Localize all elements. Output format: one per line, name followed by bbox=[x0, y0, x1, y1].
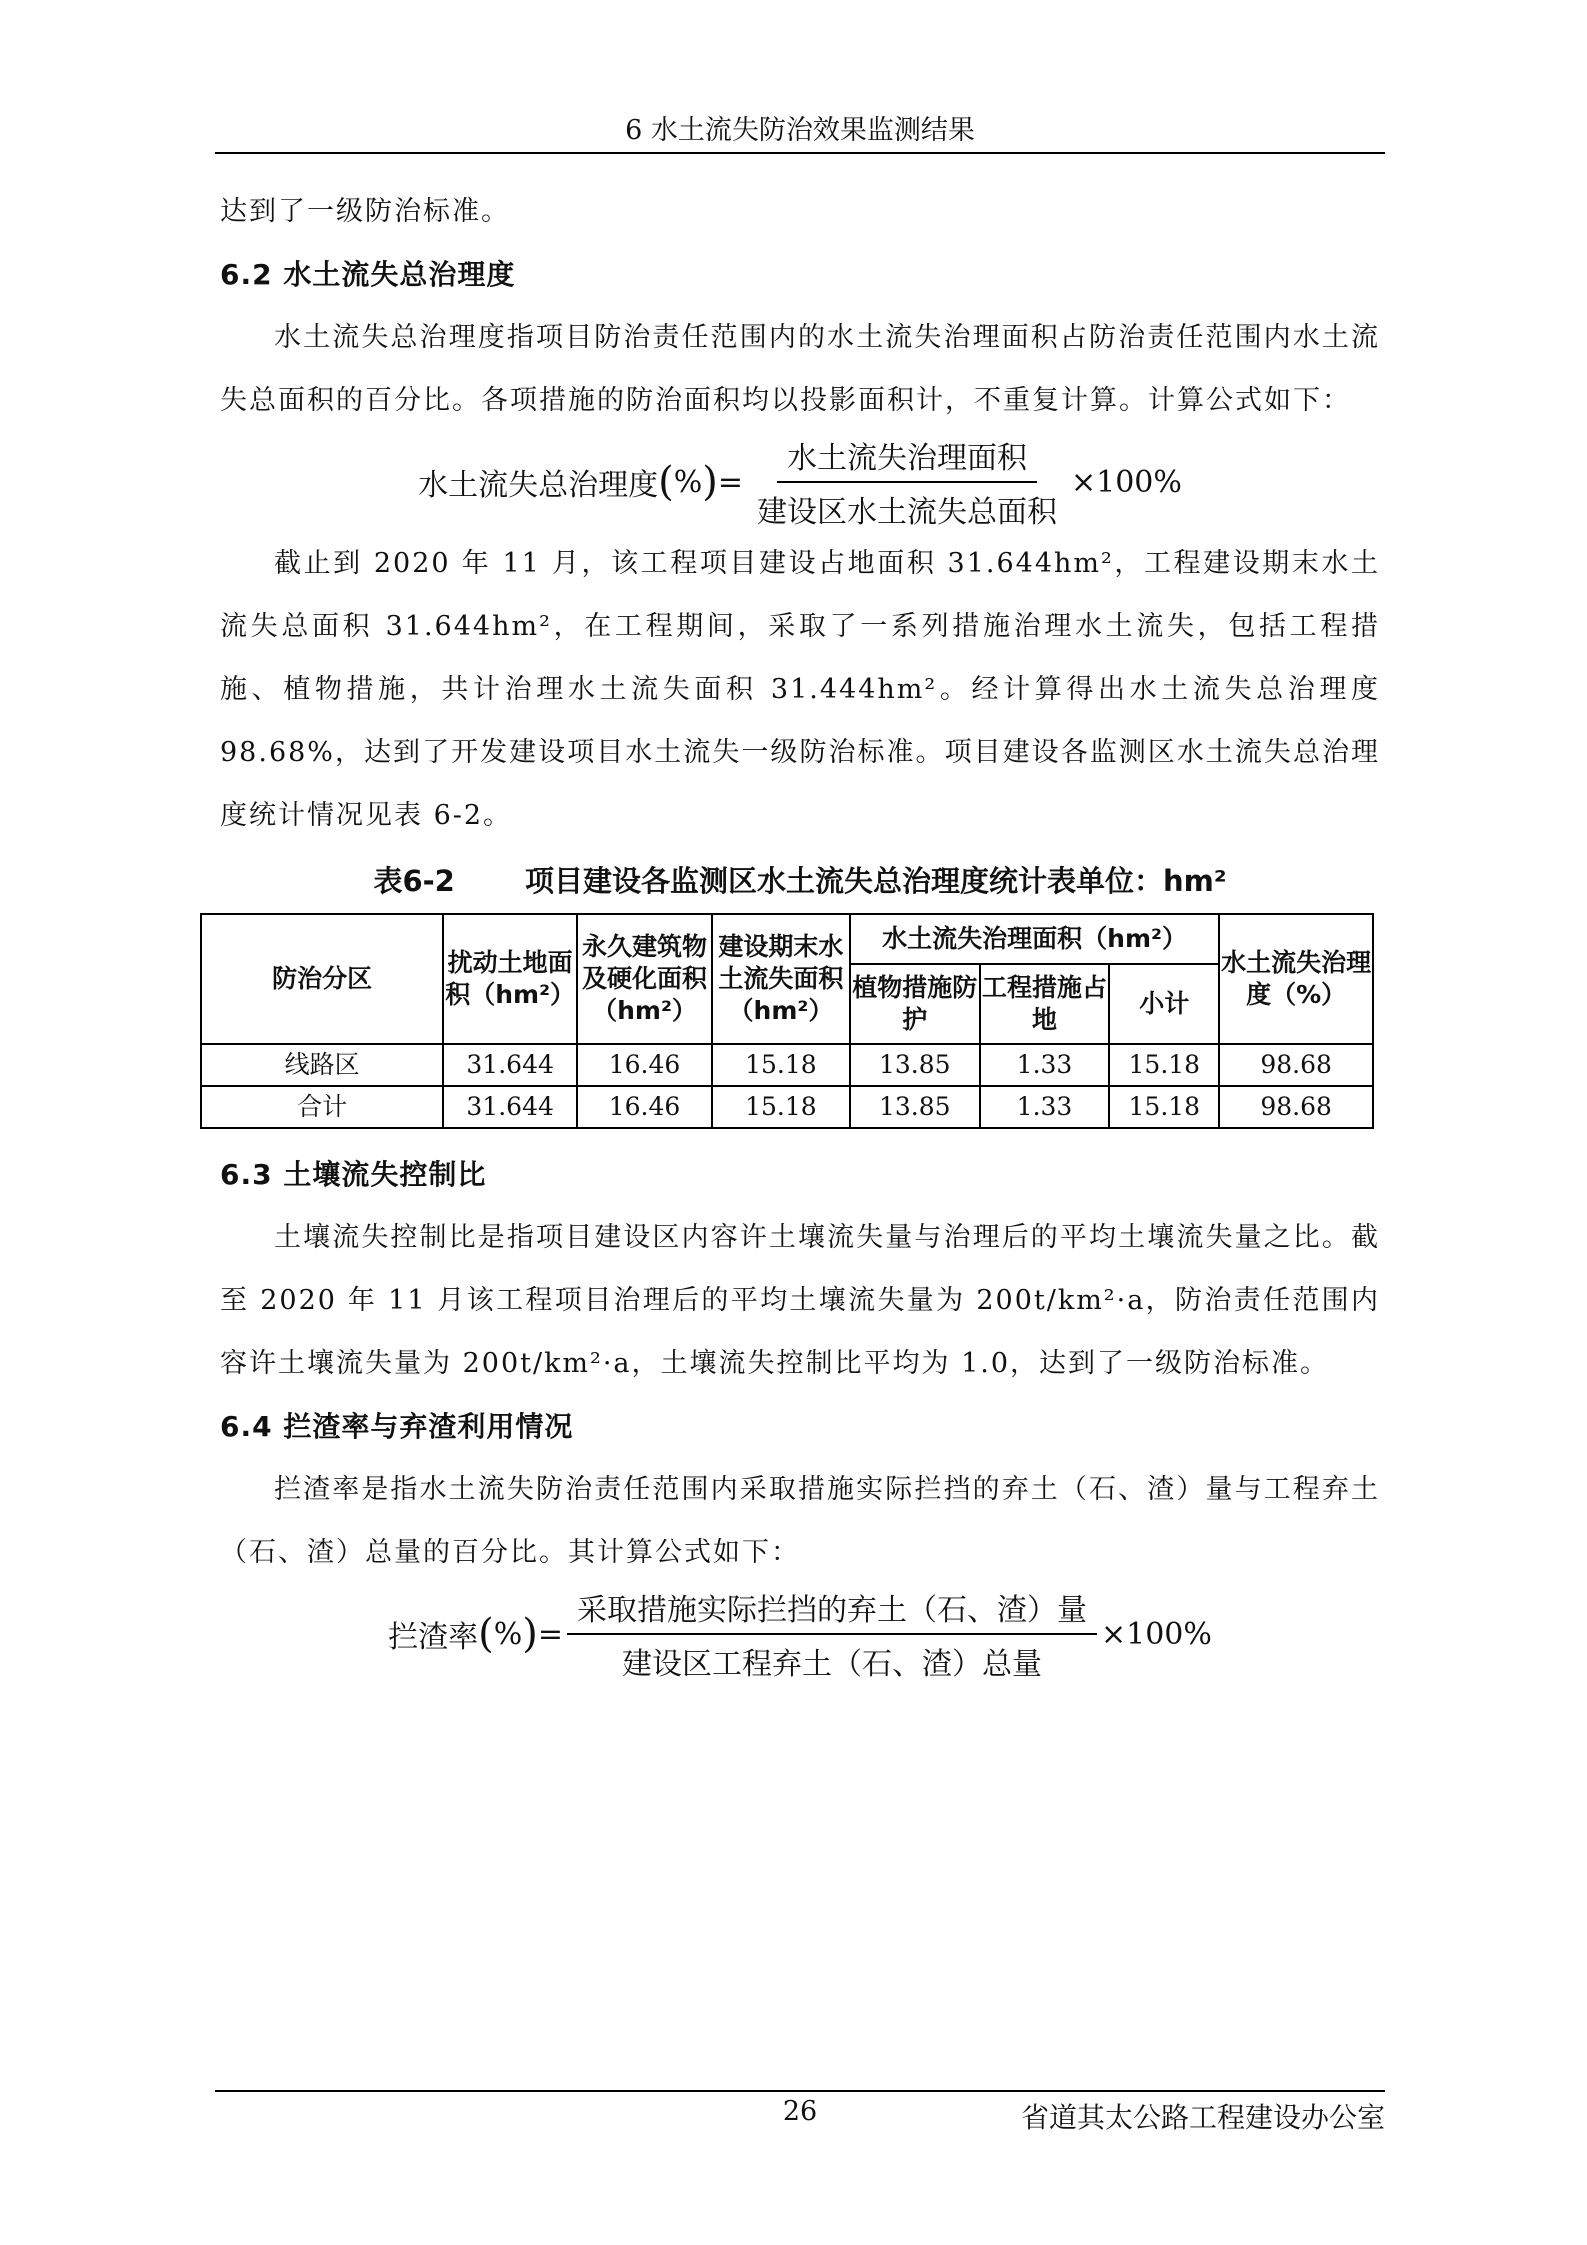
table-title: 项目建设各监测区水土流失总治理度统计表单位：hm² bbox=[524, 864, 1227, 898]
formula-lhs: 拦渣率 bbox=[388, 1620, 479, 1655]
col-rate: 水土流失治理度（%） bbox=[1219, 914, 1373, 1044]
header-title: 6 水土流失防治效果监测结果 bbox=[625, 115, 975, 146]
formula-equals: = bbox=[717, 464, 743, 500]
table-cell: 15.18 bbox=[1109, 1044, 1219, 1086]
page-content bbox=[220, 180, 1380, 1684]
formula-multiplier: ×100% bbox=[1100, 1616, 1212, 1652]
table-cell: 31.644 bbox=[443, 1086, 577, 1128]
col-end-area: 建设期末水土流失面积（hm²） bbox=[712, 914, 850, 1044]
formula-lhs: 水土流失总治理度 bbox=[418, 468, 659, 503]
table-cell: 98.68 bbox=[1219, 1086, 1373, 1128]
table-cell: 15.18 bbox=[1109, 1086, 1219, 1128]
table-cell: 1.33 bbox=[980, 1044, 1110, 1086]
table-cell: 31.644 bbox=[443, 1044, 577, 1086]
formula-paren: ( bbox=[658, 459, 674, 505]
treatment-table bbox=[200, 913, 1374, 1129]
formula-denominator: 建设区工程弃土（石、渣）总量 bbox=[621, 1647, 1042, 1682]
formula-denominator: 建设区水土流失总面积 bbox=[756, 495, 1057, 530]
table-cell: 合计 bbox=[201, 1086, 443, 1128]
col-group-treatment: 水土流失治理面积（hm²） bbox=[850, 914, 1219, 964]
col-subtotal: 小计 bbox=[1109, 964, 1219, 1044]
paragraph: 截止到 2020 年 11 月，该工程项目建设占地面积 31.644hm²，工程建设期末水土流失总面积 31.644hm²，在工程期间，采取了一系列措施治理水土流失，包括工程措施、植物措施，共计治理水土流失面积 31.444hm²。经计算得出水土流失总治理度 98.68%，达到了开发建设项目水土流失一级防治标准。项目建设各监测区水土流失总治理度统计情况见表 6-2。 bbox=[220, 548, 1380, 831]
paragraph: 土壤流失控制比是指项目建设区内容许土壤流失量与治理后的平均土壤流失量之比。截至 2020 年 11 月该工程项目治理后的平均土壤流失量为 200t/km²·a，防治责任范围内容许土壤流失量为 200t/km²·a，土壤流失控制比平均为 1.0，达到了一级防治标准。 bbox=[220, 1222, 1380, 1379]
formula-fraction bbox=[747, 433, 1067, 531]
formula-multiplier: ×100% bbox=[1070, 464, 1182, 500]
page-footer bbox=[215, 2090, 1385, 2134]
col-disturb: 扰动土地面积（hm²） bbox=[443, 914, 577, 1044]
formula-total-treatment bbox=[220, 432, 1380, 532]
formula-numerator: 水土流失治理面积 bbox=[777, 433, 1037, 483]
table-cell: 13.85 bbox=[850, 1086, 980, 1128]
formula-paren: ) bbox=[522, 1611, 538, 1657]
page-number: 26 bbox=[782, 2096, 818, 2127]
footer-organization: 省道其太公路工程建设办公室 bbox=[1020, 2101, 1385, 2134]
paragraph: 拦渣率是指水土流失防治责任范围内采取措施实际拦挡的弃土（石、渣）量与工程弃土（石、渣）总量的百分比。其计算公式如下： bbox=[220, 1474, 1380, 1568]
table-cell: 15.18 bbox=[712, 1044, 850, 1086]
table-cell: 1.33 bbox=[980, 1086, 1110, 1128]
table-cell: 16.46 bbox=[577, 1086, 712, 1128]
table-row bbox=[201, 1086, 1373, 1128]
formula-slag-rate bbox=[220, 1584, 1380, 1684]
formula-equals: = bbox=[537, 1616, 563, 1652]
paragraph: 达到了一级防治标准。 bbox=[220, 196, 510, 227]
col-permanent: 永久建筑物及硬化面积（hm²） bbox=[577, 914, 712, 1044]
table-id: 表6-2 bbox=[373, 864, 455, 898]
table-cell: 线路区 bbox=[201, 1044, 443, 1086]
col-zone: 防治分区 bbox=[201, 914, 443, 1044]
table-cell: 98.68 bbox=[1219, 1044, 1373, 1086]
page-header bbox=[215, 110, 1385, 154]
formula-fraction bbox=[567, 1585, 1097, 1683]
table-cell: 13.85 bbox=[850, 1044, 980, 1086]
table-cell: 15.18 bbox=[712, 1086, 850, 1128]
table-row bbox=[201, 1044, 1373, 1086]
formula-paren: ( bbox=[478, 1611, 494, 1657]
paragraph: 水土流失总治理度指项目防治责任范围内的水土流失治理面积占防治责任范围内水土流失总面积的百分比。各项措施的防治面积均以投影面积计，不重复计算。计算公式如下： bbox=[220, 322, 1380, 416]
formula-numerator: 采取措施实际拦挡的弃土（石、渣）量 bbox=[567, 1585, 1097, 1635]
table-cell: 16.46 bbox=[577, 1044, 712, 1086]
section-heading-6-2: 6.2 水土流失总治理度 bbox=[220, 258, 516, 291]
col-engineering: 工程措施占地 bbox=[980, 964, 1110, 1044]
table-caption bbox=[220, 849, 1380, 913]
col-plant: 植物措施防护 bbox=[850, 964, 980, 1044]
section-heading-6-4: 6.4 拦渣率与弃渣利用情况 bbox=[220, 1410, 574, 1443]
formula-percent: % bbox=[673, 464, 703, 500]
section-heading-6-3: 6.3 土壤流失控制比 bbox=[220, 1158, 487, 1191]
formula-paren: ) bbox=[702, 459, 718, 505]
formula-percent: % bbox=[493, 1616, 523, 1652]
